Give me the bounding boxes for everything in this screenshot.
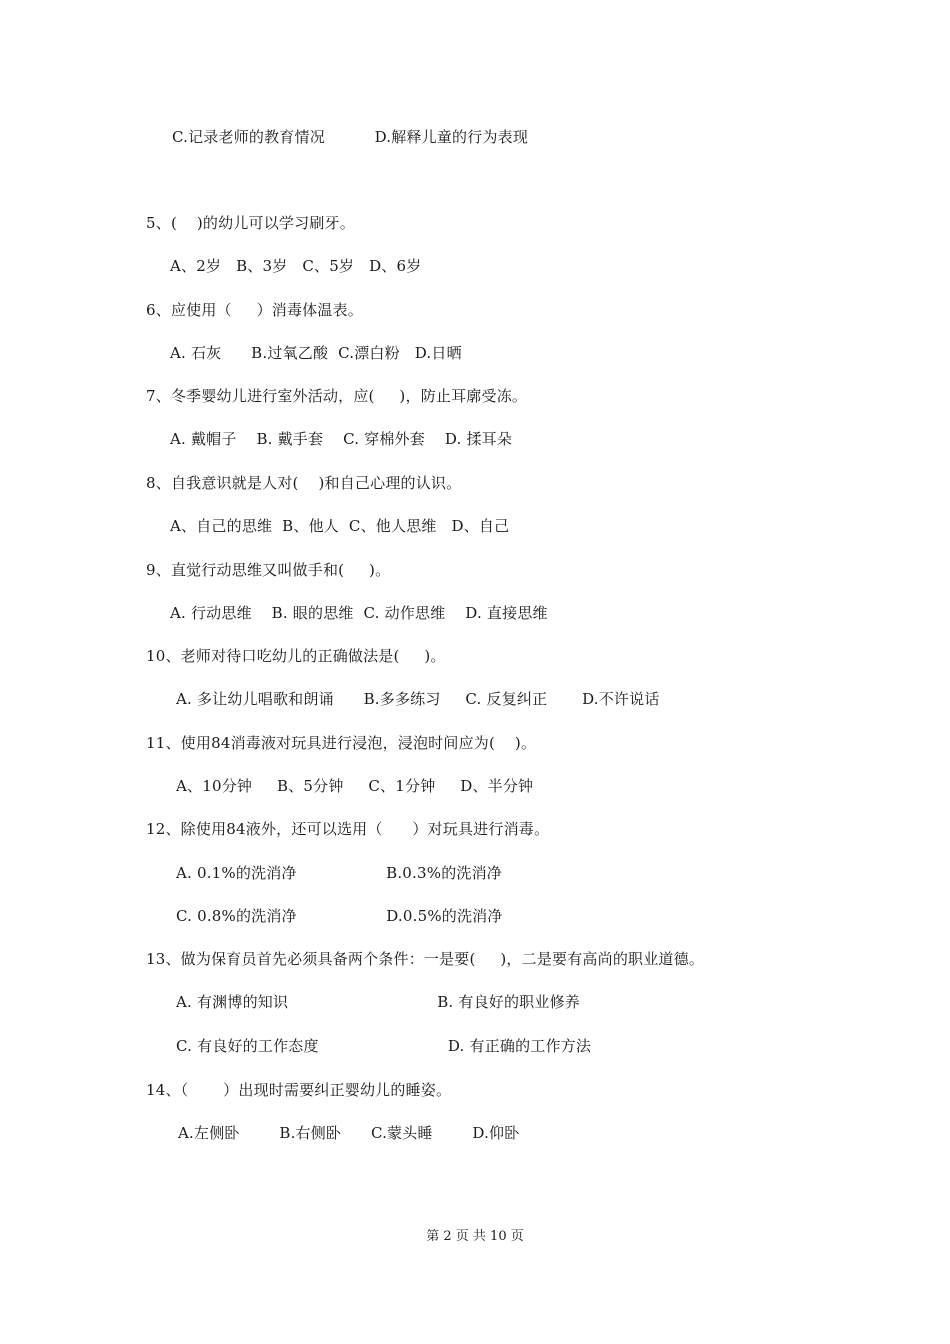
question-9-options: A. 行动思维 B. 眼的思维 C. 动作思维 D. 直接思维 [170,604,548,622]
question-14: 14、（ ）出现时需要纠正婴幼儿的睡姿。 [146,1081,452,1099]
question-10: 10、老师对待口吃幼儿的正确做法是( )。 [146,647,446,665]
question-10-options: A. 多让幼儿唱歌和朗诵 B.多多练习 C. 反复纠正 D.不许说话 [176,690,660,708]
question-8-options: A、自己的思维 B、他人 C、他人思维 D、自己 [170,517,510,535]
question-14-options: A.左侧卧 B.右侧卧 C.蒙头睡 D.仰卧 [178,1124,520,1142]
question-5-options: A、2岁 B、3岁 C、5岁 D、6岁 [170,257,422,275]
question-13-options-ab: A. 有渊博的知识 B. 有良好的职业修养 [176,993,580,1011]
question-12-options-ab: A. 0.1%的洗消净 B.0.3%的洗消净 [176,864,503,882]
question-9: 9、直觉行动思维又叫做手和( )。 [146,561,391,579]
question-7: 7、冬季婴幼儿进行室外活动，应( )，防止耳廓受冻。 [146,387,528,405]
question-8: 8、自我意识就是人对( )和自己心理的认识。 [146,474,462,492]
page-number-footer: 第 2 页 共 10 页 [426,1229,524,1244]
q4-options-cd: C.记录老师的教育情况 D.解释儿童的行为表现 [172,128,529,146]
question-11: 11、使用84消毒液对玩具进行浸泡，浸泡时间应为( )。 [146,734,537,752]
question-7-options: A. 戴帽子 B. 戴手套 C. 穿棉外套 D. 揉耳朵 [170,430,513,448]
question-11-options: A、10分钟 B、5分钟 C、1分钟 D、半分钟 [176,777,534,795]
question-5: 5、( )的幼儿可以学习刷牙。 [146,214,355,232]
question-13: 13、做为保育员首先必须具备两个条件：一是要( )，二是要有高尚的职业道德。 [146,950,705,968]
question-12: 12、除使用84液外，还可以选用（ ）对玩具进行消毒。 [146,820,550,838]
question-6: 6、应使用（ ）消毒体温表。 [146,301,363,319]
question-6-options: A. 石灰 B.过氧乙酸 C.漂白粉 D.日晒 [170,344,462,362]
question-13-options-cd: C. 有良好的工作态度 D. 有正确的工作方法 [176,1037,592,1055]
question-12-options-cd: C. 0.8%的洗消净 D.0.5%的洗消净 [176,907,503,925]
